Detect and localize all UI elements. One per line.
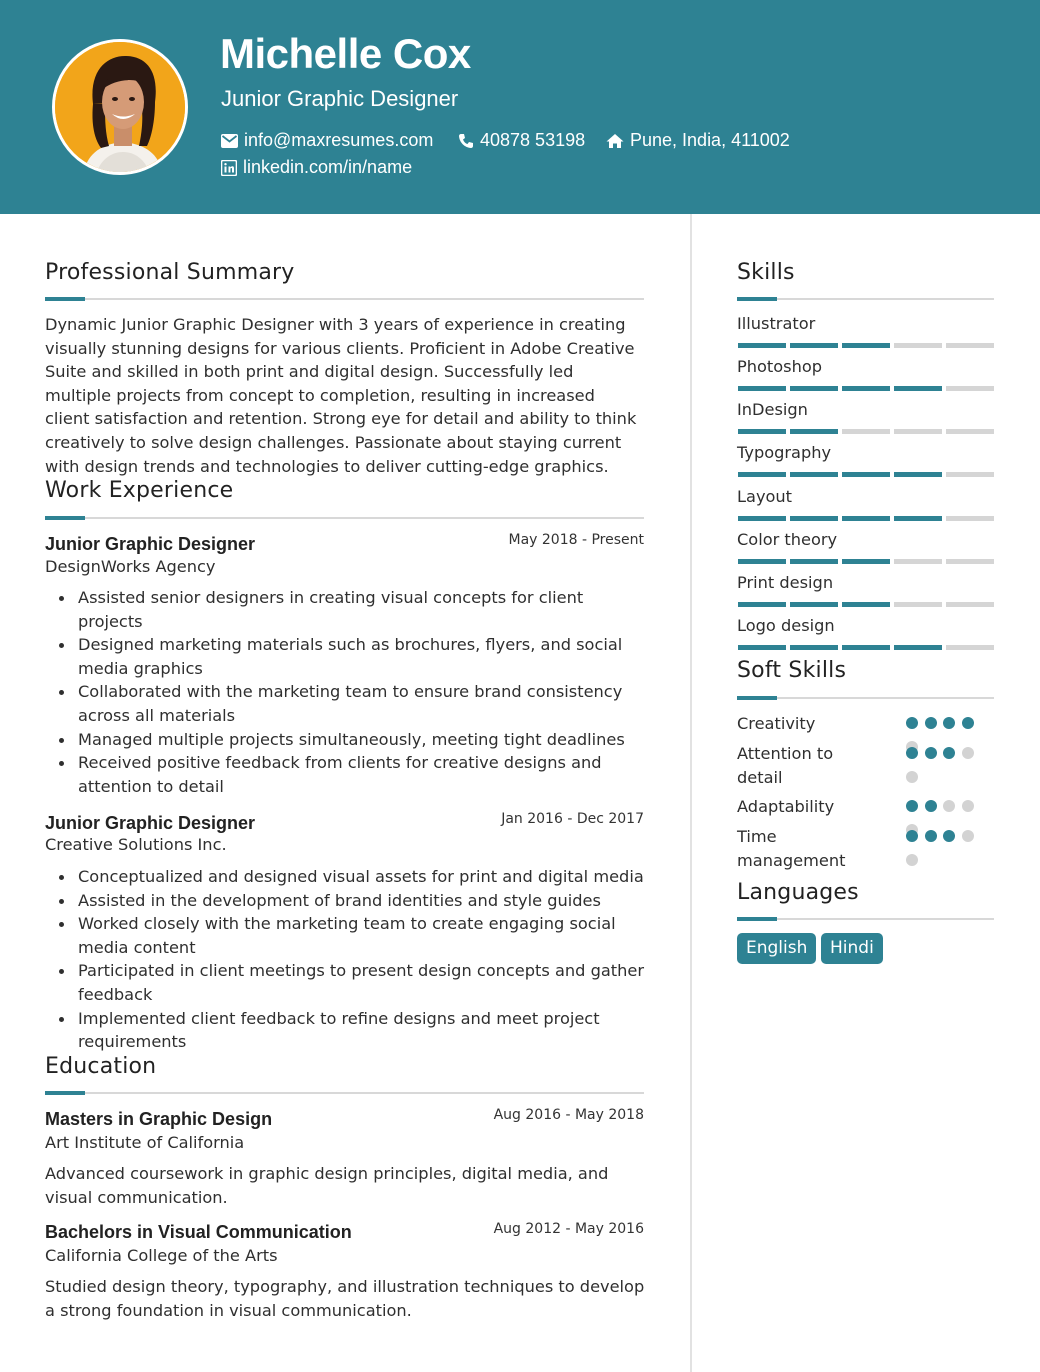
contact-phone[interactable] [458,130,585,151]
skill-name: Typography [737,443,832,462]
experience-heading: Work Experience [45,478,234,503]
candidate-title: Junior Graphic Designer [221,86,459,111]
location-text: Pune, India, 411002 [630,130,790,150]
languages-accent [737,917,777,921]
skill-level-segment [946,516,994,521]
skill-level-bar [738,645,994,650]
degree-dates: Aug 2012 - May 2016 [493,1221,644,1237]
education-heading: Education [45,1054,157,1079]
degree-description: Studied design theory, typography, and illustration techniques to develop a strong foundation in visual communication. [45,1277,645,1320]
skill-level-segment [894,429,942,434]
skill-level-bar [738,472,994,477]
experience-rule [45,517,644,519]
list-item: Assisted senior designers in creating visual concepts for client projects [46,586,646,633]
rating-dot [906,854,918,866]
soft-skill-name: Adaptability [737,797,835,816]
contact-email[interactable] [221,130,433,151]
skill-level-segment [894,559,942,564]
soft-skill-name: Creativity [737,714,816,733]
soft-skills-accent [737,696,777,700]
degree-title: Bachelors in Visual Communication [45,1222,352,1242]
rating-dot [906,771,918,783]
contact-location [606,130,790,151]
skill-level-segment [842,645,890,650]
skill-level-segment [894,472,942,477]
list-item: Collaborated with the marketing team to ensure brand consistency across all materials [46,680,646,727]
summary-accent [45,297,85,301]
rating-dot [906,717,918,729]
skill-level-segment [946,386,994,391]
skill-level-segment [894,386,942,391]
linkedin-icon [221,160,237,176]
contact-linkedin[interactable] [221,157,412,178]
summary-text: Dynamic Junior Graphic Designer with 3 years of experience in creating visually stunning designs for various clients. Proficient in Adobe Creative Suite and skilled in both print and digital design. Successfully led multiple projects from concept to completion, resulting in increased client satisfaction and retention. Strong eye for detail and ability to think creatively to solve design challenges. Passionate about staying current with design trends and technologies to deliver cutting-edge graphics. [45,315,637,476]
list-item: Participated in client meetings to present design concepts and gather feedback [46,959,646,1006]
skill-name: Illustrator [737,314,816,333]
skill-level-segment [946,559,994,564]
skill-level-segment [842,602,890,607]
rating-dot [925,830,937,842]
skill-level-segment [946,602,994,607]
rating-dot [943,830,955,842]
rating-dot [925,747,937,759]
rating-dot [906,747,918,759]
skill-name: Logo design [737,616,835,635]
rating-dot [943,800,955,812]
skill-level-segment [842,386,890,391]
resume-header [0,0,1040,214]
school-name: California College of the Arts [45,1246,278,1265]
skill-level-segment [790,559,838,564]
job-bullets [46,586,646,798]
skill-name: InDesign [737,400,808,419]
list-item: Managed multiple projects simultaneously, meeting tight deadlines [46,728,646,752]
skill-level-segment [946,429,994,434]
avatar-illustration [55,42,188,175]
summary-rule [45,298,644,300]
degree-title: Masters in Graphic Design [45,1109,273,1129]
skill-level-segment [842,472,890,477]
skill-level-segment [894,602,942,607]
envelope-icon [221,134,238,148]
skill-level-bar [738,516,994,521]
column-divider [690,214,692,1372]
job-dates: Jan 2016 - Dec 2017 [501,811,644,827]
skill-level-segment [790,472,838,477]
home-icon [606,133,624,149]
skill-level-segment [738,602,786,607]
skill-name: Print design [737,573,834,592]
rating-dot [906,800,918,812]
skill-level-bar [738,429,994,434]
linkedin-text[interactable]: linkedin.com/in/name [243,157,413,177]
skill-level-bar [738,559,994,564]
skill-level-segment [842,343,890,348]
list-item: Conceptualized and designed visual assets for print and digital media [46,865,646,889]
skill-level-segment [790,602,838,607]
soft-skills-heading: Soft Skills [737,658,847,683]
skill-level-segment [790,386,838,391]
school-name: Art Institute of California [45,1133,245,1152]
skill-level-segment [738,429,786,434]
phone-icon [458,133,474,149]
phone-text[interactable]: 40878 53198 [480,130,586,150]
skill-level-segment [842,559,890,564]
job-dates: May 2018 - Present [508,532,644,548]
languages-heading: Languages [737,880,859,905]
job-company: DesignWorks Agency [45,557,216,576]
language-tag-english: English [737,933,816,964]
skill-level-segment [738,559,786,564]
skill-name: Color theory [737,530,838,549]
skill-level-segment [790,343,838,348]
experience-accent [45,516,85,520]
skill-name: Layout [737,487,793,506]
list-item: Received positive feedback from clients for creative designs and attention to detail [46,751,646,798]
skill-level-segment [738,645,786,650]
email-text[interactable]: info@maxresumes.com [244,130,434,150]
skill-level-segment [790,516,838,521]
skill-level-bar [738,386,994,391]
rating-dot [943,717,955,729]
list-item: Implemented client feedback to refine designs and meet project requirements [46,1007,646,1054]
skill-level-segment [842,516,890,521]
skill-level-segment [894,645,942,650]
education-rule [45,1092,644,1094]
list-item: Assisted in the development of brand identities and style guides [46,889,646,913]
skill-level-segment [894,343,942,348]
skill-level-segment [790,645,838,650]
skill-level-segment [946,343,994,348]
degree-description: Advanced coursework in graphic design principles, digital media, and visual communication. [45,1164,609,1207]
summary-heading: Professional Summary [45,260,295,285]
skill-level-segment [842,429,890,434]
rating-dot [943,747,955,759]
candidate-name: Michelle Cox [220,30,471,77]
skills-heading: Skills [737,260,795,285]
skill-level-segment [790,429,838,434]
skill-level-segment [946,472,994,477]
skill-level-bar [738,343,994,348]
skill-name: Photoshop [737,357,823,376]
soft-skill-name: Attention to detail [737,744,834,787]
rating-dot [962,717,974,729]
skill-level-segment [894,516,942,521]
skill-level-segment [738,386,786,391]
skills-accent [737,297,777,301]
rating-dot [925,800,937,812]
skill-level-bar [738,602,994,607]
list-item: Worked closely with the marketing team to create engaging social media content [46,912,646,959]
list-item: Designed marketing materials such as brochures, flyers, and social media graphics [46,633,646,680]
rating-dot [962,747,974,759]
job-bullets [46,865,646,1054]
soft-skill-name: Time management [737,827,846,870]
rating-dot [906,830,918,842]
skill-level-segment [738,516,786,521]
job-title: Junior Graphic Designer [45,813,256,833]
education-accent [45,1091,85,1095]
skill-level-segment [946,645,994,650]
skill-level-segment [738,472,786,477]
job-company: Creative Solutions Inc. [45,835,227,854]
skill-level-segment [738,343,786,348]
degree-dates: Aug 2016 - May 2018 [493,1107,644,1123]
rating-dot [962,830,974,842]
language-tag-hindi: Hindi [821,933,883,964]
rating-dot [925,717,937,729]
job-title: Junior Graphic Designer [45,534,256,554]
profile-photo [52,39,188,175]
rating-dot [962,800,974,812]
